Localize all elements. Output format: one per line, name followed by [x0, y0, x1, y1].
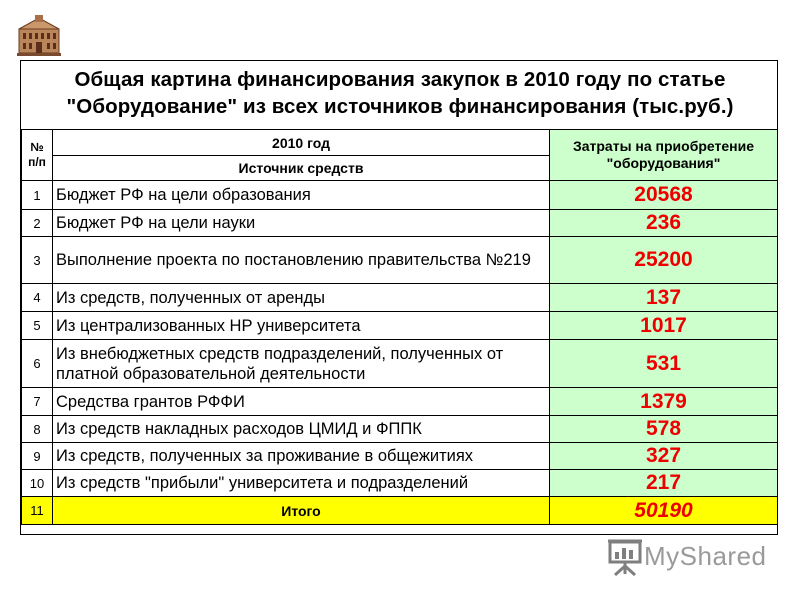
row-value: 137 [645, 285, 682, 309]
table-row [22, 210, 778, 237]
row-value: 20568 [634, 183, 693, 206]
total-row [22, 497, 778, 525]
table-row [22, 443, 778, 470]
table-row [22, 388, 778, 416]
row-value: 327 [645, 444, 682, 467]
row-number: 2 [22, 210, 53, 237]
title-line-1: Общая картина финансирования закупок в 2010 году по статье [74, 68, 726, 91]
row-value: 236 [645, 211, 682, 234]
row-source: Из средств "прибыли" университета и подразделений [53, 470, 550, 497]
row-value: 217 [645, 471, 682, 494]
row-number: 3 [22, 237, 53, 284]
row-number: 4 [22, 284, 53, 312]
table-row [22, 340, 778, 388]
row-source: Выполнение проекта по постановлению правительства №219 [53, 237, 550, 284]
total-label: Итого [53, 497, 550, 525]
row-source: Средства грантов РФФИ [53, 388, 550, 416]
presentation-board-icon [607, 536, 643, 576]
header-pp-label: п/п [28, 155, 46, 169]
table-row [22, 181, 778, 210]
row-number: 9 [22, 443, 53, 470]
row-value: 25200 [634, 248, 693, 271]
row-source: Из централизованных НР университета [53, 312, 550, 340]
row-number: 8 [22, 416, 53, 443]
page-title [21, 66, 779, 120]
row-source: Из средств накладных расходов ЦМИД и ФППК [53, 416, 550, 443]
table-row [22, 470, 778, 497]
row-source: Бюджет РФ на цели науки [53, 210, 550, 237]
row-number: 1 [22, 181, 53, 210]
title-line-2: "Оборудование" из всех источников финансирования (тыс.руб.) [66, 95, 734, 118]
row-value: 531 [645, 351, 682, 375]
header-year: 2010 год [53, 130, 550, 156]
table-row [22, 284, 778, 312]
header-num-cell [22, 130, 53, 181]
row-value: 578 [645, 417, 682, 440]
row-source: Из средств, полученных за проживание в общежитиях [53, 443, 550, 470]
row-number: 6 [22, 340, 53, 388]
header-source: Источник средств [53, 156, 550, 181]
total-number: 11 [22, 497, 53, 525]
myshared-watermark-text: MyShared [644, 541, 767, 571]
header-costs-cell [550, 130, 778, 181]
row-number: 7 [22, 388, 53, 416]
building-logo-icon [17, 14, 61, 56]
table-row [22, 416, 778, 443]
row-number: 5 [22, 312, 53, 340]
row-source: Из средств, полученных от аренды [53, 284, 550, 312]
funding-table [21, 129, 778, 525]
header-row-1 [22, 130, 778, 156]
header-costs-line-2: "оборудования" [606, 155, 721, 171]
table-row [22, 312, 778, 340]
main-frame [20, 60, 778, 535]
header-num-label: № [30, 140, 44, 154]
row-value: 1017 [640, 313, 687, 337]
table-row [22, 237, 778, 284]
row-source: Из внебюджетных средств подразделений, полученных от платной образовательной деятельности [53, 340, 550, 388]
header-costs-line-1: Затраты на приобретение [572, 138, 755, 154]
total-value: 50190 [634, 498, 693, 522]
row-source: Бюджет РФ на цели образования [53, 181, 550, 210]
row-number: 10 [22, 470, 53, 497]
row-value: 1379 [640, 389, 687, 413]
